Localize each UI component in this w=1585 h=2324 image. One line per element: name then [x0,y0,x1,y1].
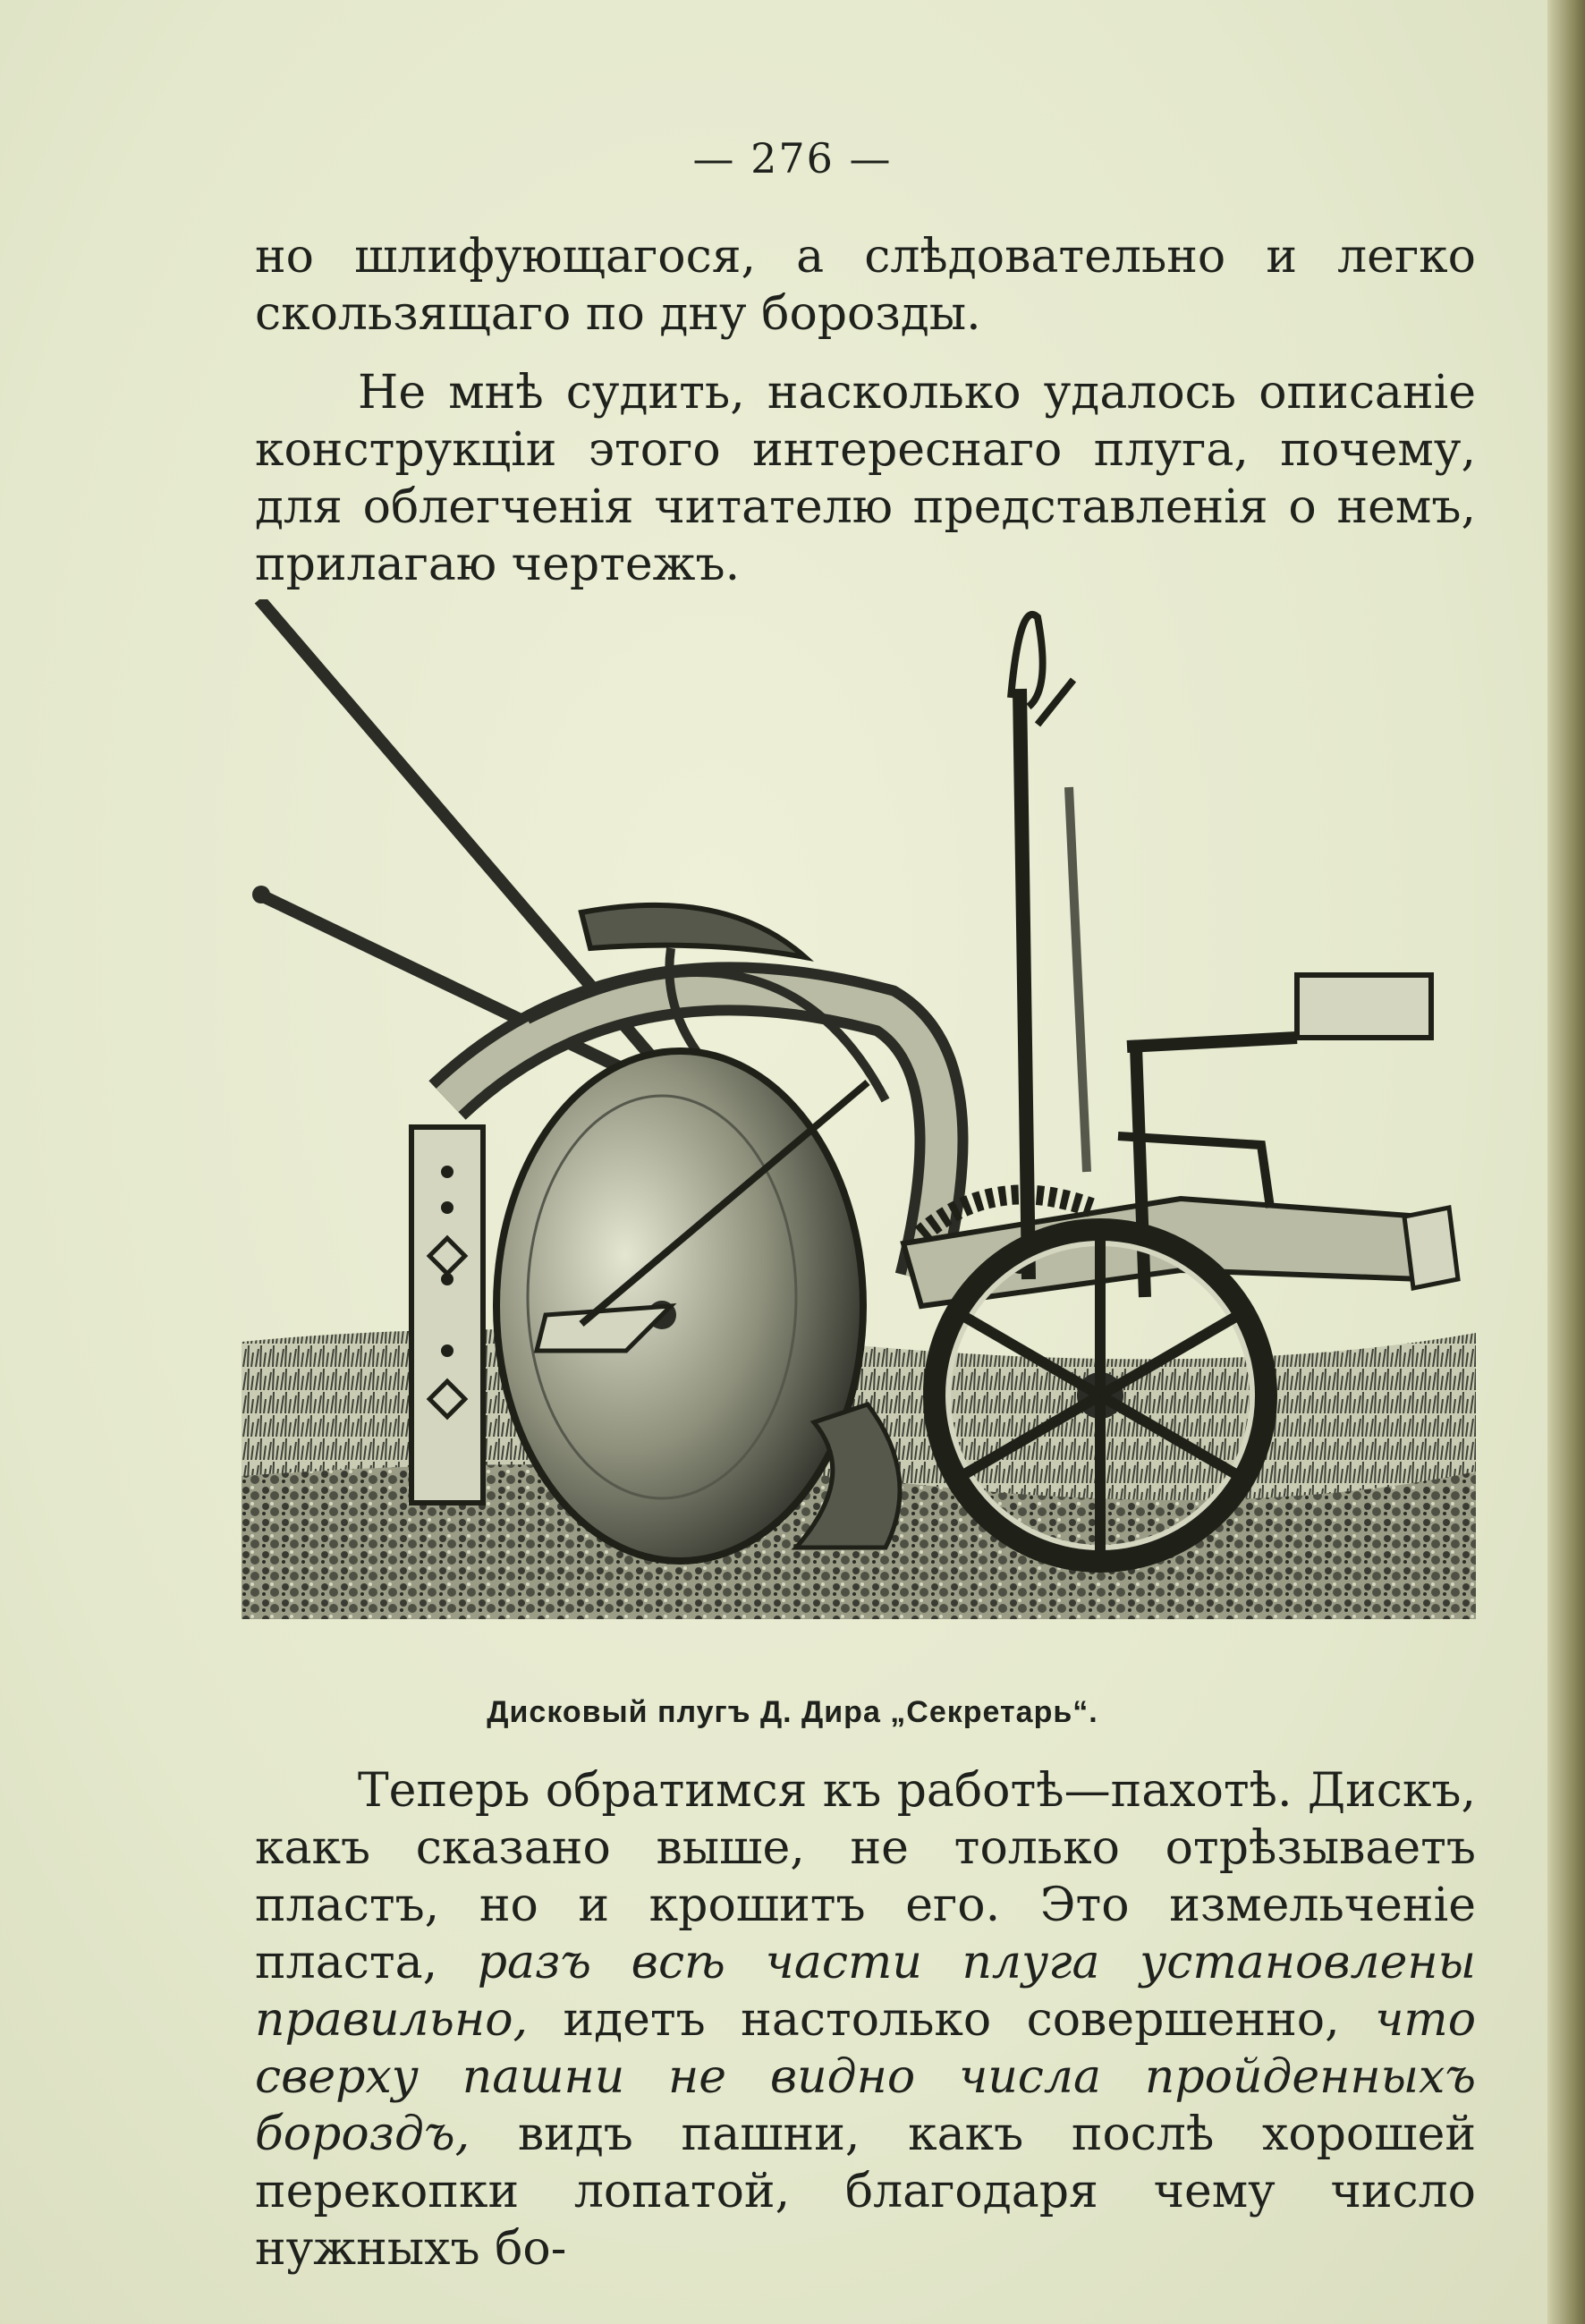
text-segment: видъ пашни, какъ послѣ хорошей перекопки лопатой, благодаря чему число нужныхъ бо- [255,2108,1476,2276]
figure-caption: Дисковый плугъ Д. Дира „Секретарь“. [487,1695,1098,1729]
italic-phrase: что сверху пашни не видно числа пройденныхъ бороздъ, [255,1993,1477,2161]
top-text-block [255,228,1476,593]
paragraph-continued: но шлифующагося, а слѣдовательно и легко скользящаго по дну борозды. [255,230,1476,341]
text-segment: идетъ настолько совершенно, [563,1993,1340,2047]
paragraph-drawing-intro: Не мнѣ судить, насколько удалось описаніе конструкціи этого интереснаго плуга, почему, для облегченія читателю представленія о немъ, прилагаю чертежъ. [255,366,1476,591]
disc-plow-illustration [242,599,1503,1646]
text-segment: Теперь обратимся къ работѣ—пахотѣ. Дискъ, какъ сказано выше, не только отрѣзываетъ пластъ, но и крошитъ его. Это измельченіе пласта, [255,1764,1476,1989]
page-edge-shadow [1547,0,1585,2324]
page-number: — 276 — [692,134,893,182]
paragraph-plowing-work [255,1762,1476,2277]
bottom-text-block [255,1762,1476,2277]
italic-phrase: разъ всѣ части плуга установлены правильно, [255,1936,1477,2047]
